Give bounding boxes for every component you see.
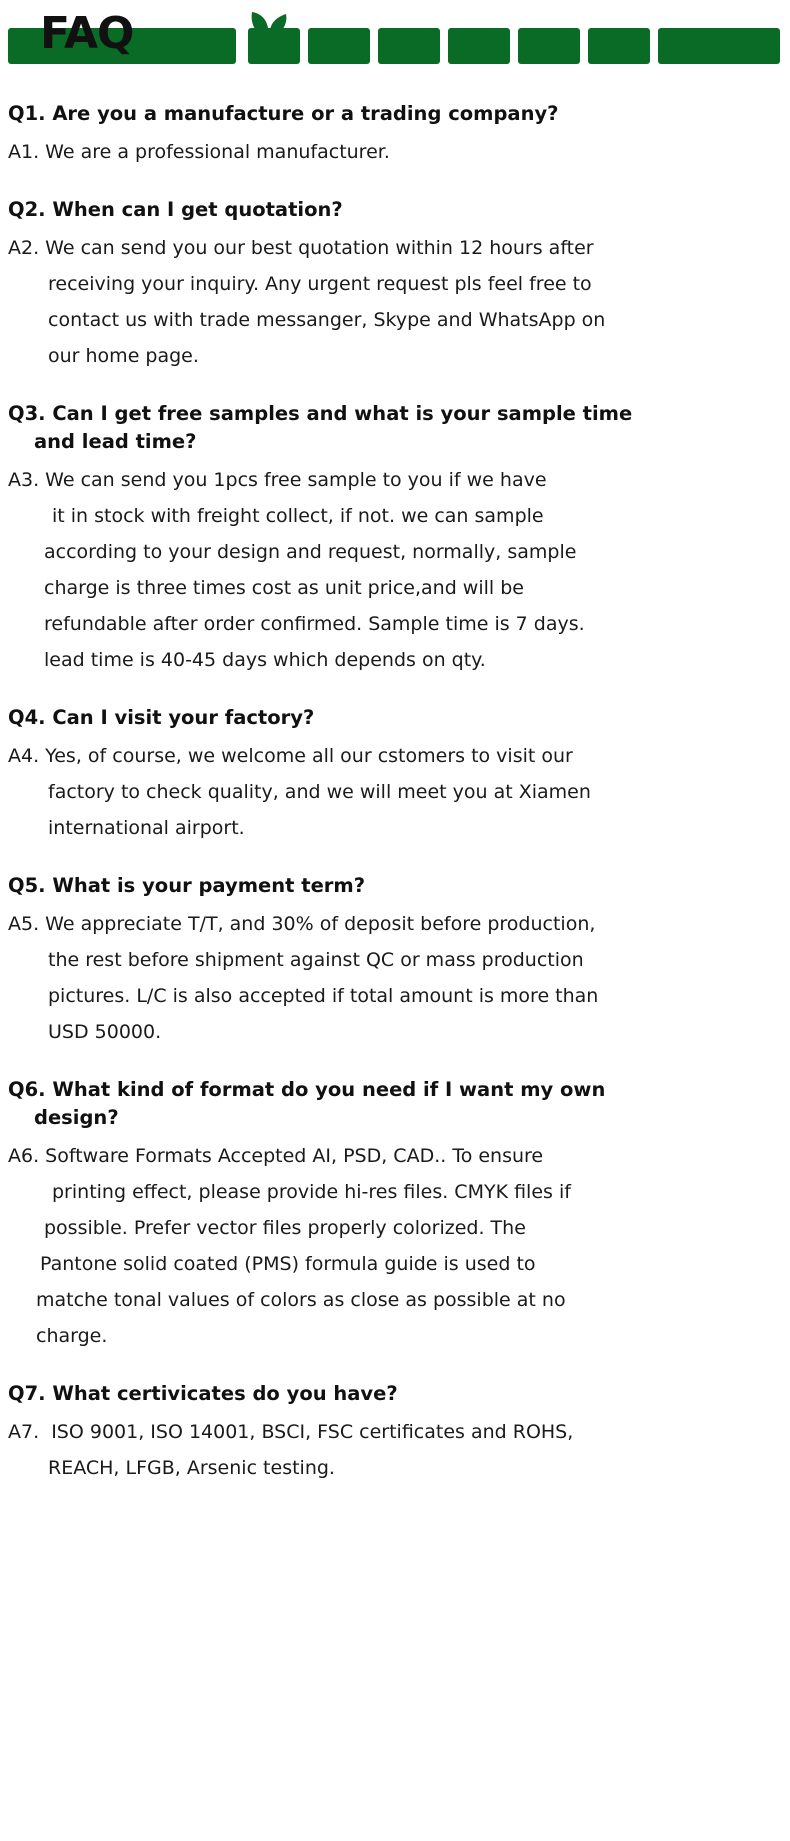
faq-answer-line: international airport. <box>48 817 245 839</box>
faq-answer-line: lead time is 40-45 days which depends on qty. <box>44 649 486 671</box>
faq-answer <box>8 134 778 170</box>
faq-question <box>8 196 778 224</box>
faq-answer-line: A7. ISO 9001, ISO 14001, BSCI, FSC certificates and ROHS, <box>8 1421 574 1443</box>
faq-answer-line: REACH, LFGB, Arsenic testing. <box>48 1457 335 1479</box>
bamboo-segment <box>588 28 650 64</box>
faq-answer <box>8 1138 778 1354</box>
faq-answer-line: receiving your inquiry. Any urgent request pls feel free to <box>48 273 592 295</box>
faq-item <box>8 196 778 374</box>
faq-answer <box>8 738 778 846</box>
faq-item <box>8 100 778 170</box>
faq-answer-line: the rest before shipment against QC or mass production <box>48 949 584 971</box>
faq-answer-line: printing effect, please provide hi-res files. CMYK files if <box>52 1181 571 1203</box>
faq-question-line: Q2. When can I get quotation? <box>8 198 343 221</box>
faq-answer-line: contact us with trade messanger, Skype and WhatsApp on <box>48 309 606 331</box>
faq-question-line: Q7. What certivicates do you have? <box>8 1382 398 1405</box>
faq-item <box>8 872 778 1050</box>
faq-question-line: Q6. What kind of format do you need if I want my own <box>8 1078 606 1101</box>
faq-answer-line: our home page. <box>48 345 199 367</box>
bamboo-segment <box>448 28 510 64</box>
bamboo-segment <box>658 28 780 64</box>
faq-question <box>8 1076 778 1132</box>
faq-answer-line: factory to check quality, and we will meet you at Xiamen <box>48 781 591 803</box>
leaf-icon <box>238 6 298 46</box>
faq-answer-line: matche tonal values of colors as close as possible at no <box>36 1289 566 1311</box>
faq-answer-line: possible. Prefer vector files properly colorized. The <box>44 1217 526 1239</box>
faq-item <box>8 704 778 846</box>
faq-answer <box>8 906 778 1050</box>
bamboo-segment <box>378 28 440 64</box>
faq-question-line: design? <box>34 1106 119 1129</box>
page-title: FAQ <box>40 8 134 59</box>
faq-question-line: Q3. Can I get free samples and what is your sample time <box>8 402 633 425</box>
faq-answer-line: A1. We are a professional manufacturer. <box>8 141 390 163</box>
faq-question <box>8 1380 778 1408</box>
faq-item <box>8 1076 778 1354</box>
faq-answer-line: charge is three times cost as unit price,and will be <box>44 577 524 599</box>
faq-page <box>0 8 790 1532</box>
faq-answer-line: pictures. L/C is also accepted if total amount is more than <box>48 985 599 1007</box>
faq-answer-line: Pantone solid coated (PMS) formula guide is used to <box>40 1253 536 1275</box>
faq-question-line: and lead time? <box>34 430 197 453</box>
faq-answer-line: A2. We can send you our best quotation within 12 hours after <box>8 237 594 259</box>
faq-answer-line: A6. Software Formats Accepted AI, PSD, CAD.. To ensure <box>8 1145 544 1167</box>
faq-answer <box>8 462 778 678</box>
faq-answer-line: it in stock with freight collect, if not. we can sample <box>52 505 544 527</box>
faq-answer-line: A4. Yes, of course, we welcome all our cstomers to visit our <box>8 745 573 767</box>
faq-answer-line: A5. We appreciate T/T, and 30% of deposit before production, <box>8 913 596 935</box>
faq-question <box>8 400 778 456</box>
faq-question-line: Q1. Are you a manufacture or a trading company? <box>8 102 559 125</box>
faq-answer-line: refundable after order confirmed. Sample time is 7 days. <box>44 613 585 635</box>
faq-banner <box>0 8 790 70</box>
faq-answer-line: USD 50000. <box>48 1021 162 1043</box>
faq-answer-line: according to your design and request, normally, sample <box>44 541 577 563</box>
faq-item <box>8 400 778 678</box>
faq-question <box>8 100 778 128</box>
faq-item <box>8 1380 778 1486</box>
faq-answer-line: A3. We can send you 1pcs free sample to you if we have <box>8 469 547 491</box>
faq-list <box>0 70 790 1486</box>
faq-question <box>8 872 778 900</box>
bamboo-segment <box>518 28 580 64</box>
faq-question <box>8 704 778 732</box>
faq-question-line: Q4. Can I visit your factory? <box>8 706 315 729</box>
faq-answer <box>8 230 778 374</box>
faq-question-line: Q5. What is your payment term? <box>8 874 366 897</box>
faq-answer <box>8 1414 778 1486</box>
faq-answer-line: charge. <box>36 1325 108 1347</box>
bamboo-segment <box>308 28 370 64</box>
